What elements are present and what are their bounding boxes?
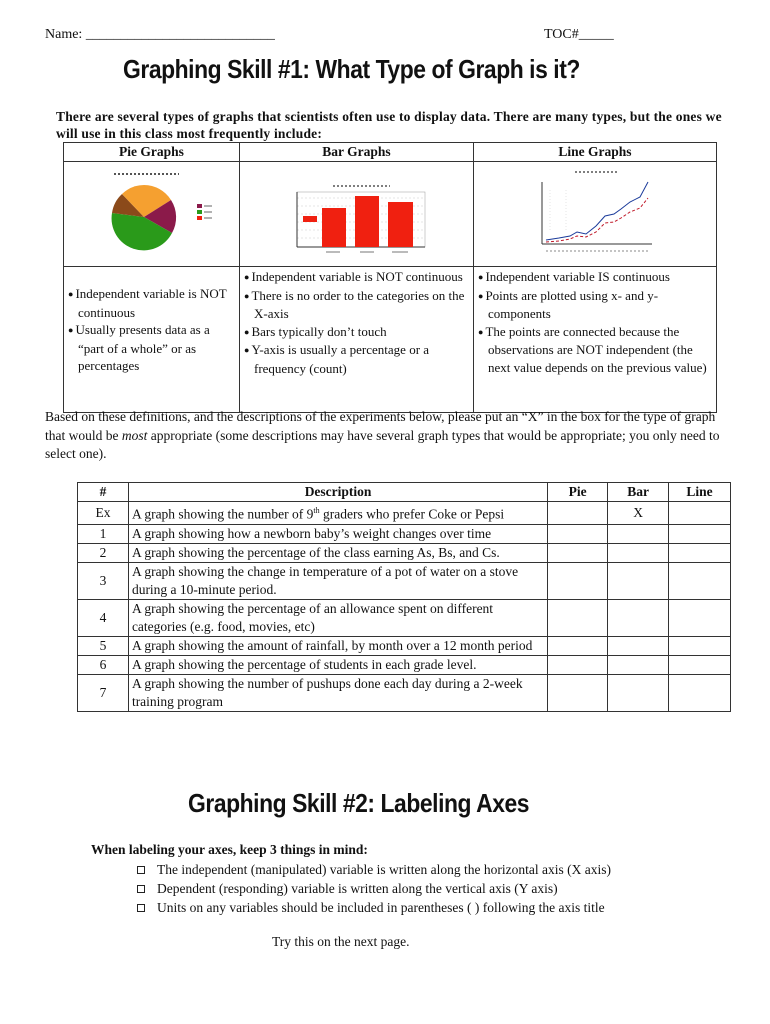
pie-checkbox[interactable] (548, 636, 608, 655)
footer-note: Try this on the next page. (272, 934, 410, 949)
line-checkbox[interactable] (669, 543, 731, 562)
toc-field[interactable]: TOC#_____ (544, 27, 614, 42)
row-number: 4 (78, 599, 129, 636)
bar-checkbox[interactable]: X (608, 502, 669, 525)
line-thumb-series-red (546, 198, 648, 242)
section1-title: Graphing Skill #1: What Type of Graph is it? (123, 54, 580, 84)
table-row (78, 502, 731, 525)
bar-bullet: ● There is no order to the categories on the X-axis (244, 287, 469, 323)
bar-bullet: ● Y-axis is usually a percentage or a frequency (count) (244, 341, 469, 377)
row-description: A graph showing the percentage of the class earning As, Bs, and Cs. (128, 543, 547, 562)
bar-chart-thumbnail (240, 162, 473, 262)
num-header: # (78, 483, 129, 502)
line-description (474, 267, 717, 413)
table-row (78, 599, 731, 636)
row-number: 5 (78, 636, 129, 655)
bar-thumb-bar-1 (322, 208, 346, 247)
row-description: A graph showing the percentage of students in each grade level. (128, 655, 547, 674)
bar-checkbox[interactable] (608, 655, 669, 674)
line-checkbox[interactable] (669, 562, 731, 599)
row-description: A graph showing the number of pushups done each day during a 2-week training program (128, 674, 547, 711)
table-row (78, 562, 731, 599)
line-bullet: ● Points are plotted using x- and y-components (478, 287, 712, 323)
name-field[interactable]: Name: ___________________________ (45, 27, 275, 42)
row-description: A graph showing the change in temperature of a pot of water on a stove during a 10-minute period. (128, 562, 547, 599)
row-description: A graph showing how a newborn baby’s weight changes over time (128, 524, 547, 543)
col-line-header: Line Graphs (474, 143, 717, 162)
bar-checkbox[interactable] (608, 636, 669, 655)
row-description: A graph showing the percentage of an allowance spent on different categories (e.g. food, movies, etc) (128, 599, 547, 636)
intro-text: There are several types of graphs that scientists often use to display data. There are many types, but the ones we will use in this class most frequently include: (56, 109, 722, 141)
labeling-rules-list (120, 860, 720, 917)
checkbox-bullet-icon (137, 885, 145, 893)
row-description: A graph showing the number of 9th graders who prefer Coke or Pepsi (128, 502, 547, 525)
row-number: 6 (78, 655, 129, 674)
pie-chart-thumbnail (64, 162, 239, 262)
pie-checkbox[interactable] (548, 562, 608, 599)
row-number: 1 (78, 524, 129, 543)
bar-checkbox[interactable] (608, 599, 669, 636)
line-checkbox[interactable] (669, 502, 731, 525)
row-number: Ex (78, 502, 129, 525)
pie-checkbox[interactable] (548, 524, 608, 543)
bar-thumb-bar-2 (355, 196, 379, 247)
list-item: The independent (manipulated) variable is written along the horizontal axis (X axis) (120, 860, 720, 879)
bar-column-header: Bar (608, 483, 669, 502)
bar-thumb-legend-red (303, 216, 317, 222)
line-bullet: ● Independent variable IS continuous (478, 268, 712, 287)
table-row (78, 636, 731, 655)
table-row (78, 543, 731, 562)
graph-choice-table (77, 482, 731, 712)
pie-checkbox[interactable] (548, 599, 608, 636)
col-pie-header: Pie Graphs (64, 143, 240, 162)
pie-description (64, 267, 240, 413)
pie-checkbox[interactable] (548, 502, 608, 525)
row-description: A graph showing the amount of rainfall, by month over a 12 month period (128, 636, 547, 655)
line-checkbox[interactable] (669, 599, 731, 636)
bar-bullet: ● Bars typically don’t touch (244, 323, 469, 342)
bar-description (240, 267, 474, 413)
checkbox-bullet-icon (137, 904, 145, 912)
row-number: 7 (78, 674, 129, 711)
line-checkbox[interactable] (669, 636, 731, 655)
col-bar-header: Bar Graphs (240, 143, 474, 162)
table-row (78, 655, 731, 674)
line-bullet: ● The points are connected because the observations are NOT independent (the next value depends on the previous value) (478, 323, 712, 377)
line-checkbox[interactable] (669, 674, 731, 711)
pie-checkbox[interactable] (548, 674, 608, 711)
bar-checkbox[interactable] (608, 674, 669, 711)
pie-checkbox[interactable] (548, 543, 608, 562)
table-row (78, 524, 731, 543)
line-checkbox[interactable] (669, 524, 731, 543)
graph-types-table (63, 142, 717, 413)
pie-bullet: ● Independent variable is NOT continuous (68, 285, 235, 321)
pie-legend (197, 204, 212, 220)
instructions-text: Based on these definitions, and the descriptions of the experiments below, please put an “X” in the box for the type of graph that would be most appropriate (some descriptions may have several graph types that would be appropriate; you only need to select one). (45, 409, 720, 461)
pie-bullet: ● Usually presents data as a “part of a whole” or as percentages (68, 321, 235, 375)
pie-graph-example (64, 162, 240, 267)
checkbox-bullet-icon (137, 866, 145, 874)
line-column-header: Line (669, 483, 731, 502)
table-row (78, 674, 731, 711)
line-graph-example (474, 162, 717, 267)
bar-thumb-bar-3 (388, 202, 413, 247)
section2-title: Graphing Skill #2: Labeling Axes (188, 788, 530, 818)
list-item: Units on any variables should be included in parentheses ( ) following the axis title (120, 898, 720, 917)
bar-checkbox[interactable] (608, 562, 669, 599)
bar-checkbox[interactable] (608, 524, 669, 543)
labeling-lead: When labeling your axes, keep 3 things in mind: (91, 842, 368, 857)
bar-bullet: ● Independent variable is NOT continuous (244, 268, 469, 287)
bar-graph-example (240, 162, 474, 267)
bar-checkbox[interactable] (608, 543, 669, 562)
row-number: 3 (78, 562, 129, 599)
pie-checkbox[interactable] (548, 655, 608, 674)
pie-slices (112, 185, 177, 250)
description-header: Description (128, 483, 547, 502)
line-chart-thumbnail (474, 162, 716, 262)
row-number: 2 (78, 543, 129, 562)
pie-column-header: Pie (548, 483, 608, 502)
list-item: Dependent (responding) variable is written along the vertical axis (Y axis) (120, 879, 720, 898)
line-checkbox[interactable] (669, 655, 731, 674)
